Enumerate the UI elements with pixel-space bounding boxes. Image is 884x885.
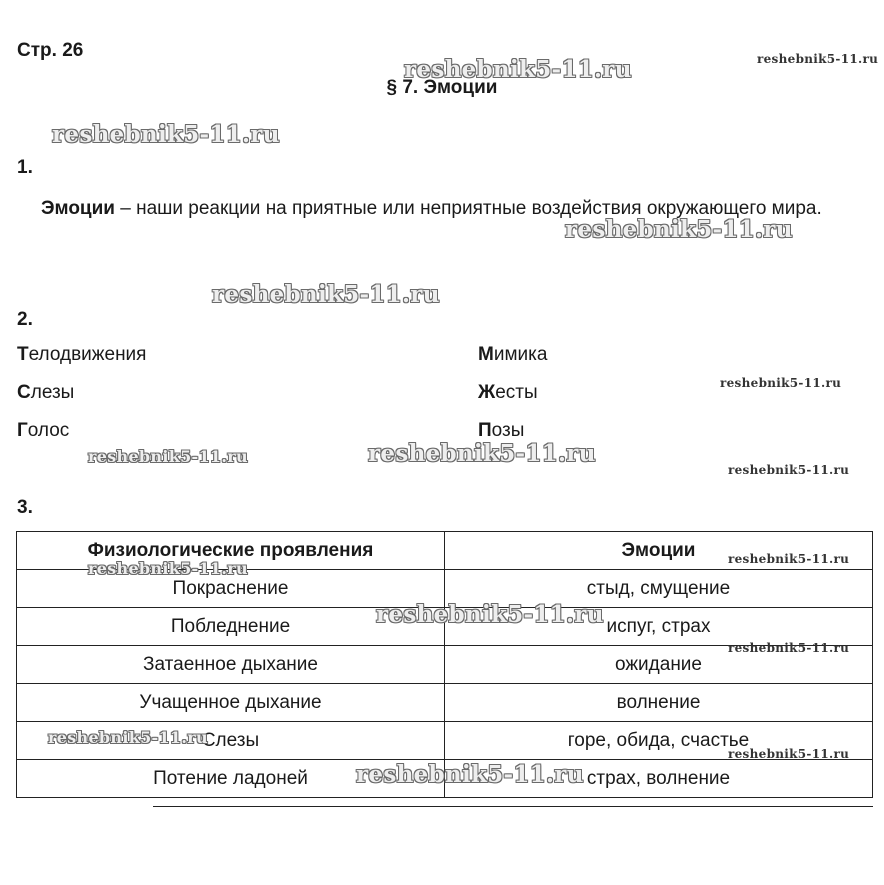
table-cell: Побледнение: [17, 608, 445, 646]
column-header: Эмоции: [445, 532, 873, 570]
list-item: [17, 420, 69, 442]
watermark: reshebnik5-11.ru: [728, 463, 850, 477]
list-item: [478, 344, 547, 366]
definition-text: – наши реакции на приятные или неприятные воздействия окружающего мира.: [114, 198, 822, 219]
watermark: reshebnik5-11.ru: [48, 728, 208, 747]
watermark: reshebnik5-11.ru: [356, 761, 584, 788]
item-initial: Г: [17, 420, 28, 441]
page-label: Стр. 26: [17, 40, 84, 61]
table-bottom-line: [153, 806, 873, 807]
table-cell: испуг, страх: [445, 608, 873, 646]
watermark: reshebnik5-11.ru: [88, 559, 248, 578]
item-rest: лезы: [30, 382, 75, 403]
task-3-number: 3.: [17, 497, 33, 518]
item-initial: С: [17, 382, 31, 403]
column-header: Физиологические проявления: [17, 532, 445, 570]
watermark: reshebnik5-11.ru: [376, 601, 604, 628]
watermark: reshebnik5-11.ru: [720, 376, 842, 390]
list-item: [17, 382, 74, 404]
watermark: reshebnik5-11.ru: [52, 121, 280, 148]
watermark: reshebnik5-11.ru: [88, 447, 248, 466]
table-cell: Затаенное дыхание: [17, 646, 445, 684]
item-initial: Ж: [478, 382, 496, 403]
table-cell: ожидание: [445, 646, 873, 684]
table-row: [17, 684, 873, 722]
watermark: reshebnik5-11.ru: [728, 641, 850, 655]
section-title: § 7. Эмоции: [386, 77, 498, 98]
item-initial: М: [478, 344, 494, 365]
table-cell: Потение ладоней: [17, 760, 445, 798]
task-2-number: 2.: [17, 309, 33, 330]
list-item: [17, 344, 146, 366]
table-cell: стыд, смущение: [445, 570, 873, 608]
task-1-number: 1.: [17, 157, 33, 178]
item-rest: елодвижения: [28, 344, 147, 365]
watermark: reshebnik5-11.ru: [728, 552, 850, 566]
item-rest: олос: [27, 420, 70, 441]
table-cell: Учащенное дыхание: [17, 684, 445, 722]
item-rest: есты: [495, 382, 538, 403]
list-item: [478, 382, 538, 404]
table-cell: Слезы: [17, 722, 445, 760]
item-rest: имика: [493, 344, 548, 365]
item-rest: озы: [491, 420, 525, 441]
table-cell: горе, обида, счастье: [445, 722, 873, 760]
watermark: reshebnik5-11.ru: [757, 52, 879, 66]
watermark: reshebnik5-11.ru: [728, 747, 850, 761]
watermark: reshebnik5-11.ru: [368, 440, 596, 467]
list-item: [478, 420, 524, 442]
table-cell: Покраснение: [17, 570, 445, 608]
item-initial: Т: [17, 344, 29, 365]
table-cell: волнение: [445, 684, 873, 722]
watermark: reshebnik5-11.ru: [212, 281, 440, 308]
watermark: reshebnik5-11.ru: [565, 216, 793, 243]
definition-term: Эмоции: [41, 198, 115, 219]
watermark: reshebnik5-11.ru: [404, 56, 632, 83]
table-cell: страх, волнение: [445, 760, 873, 798]
item-initial: П: [478, 420, 492, 441]
